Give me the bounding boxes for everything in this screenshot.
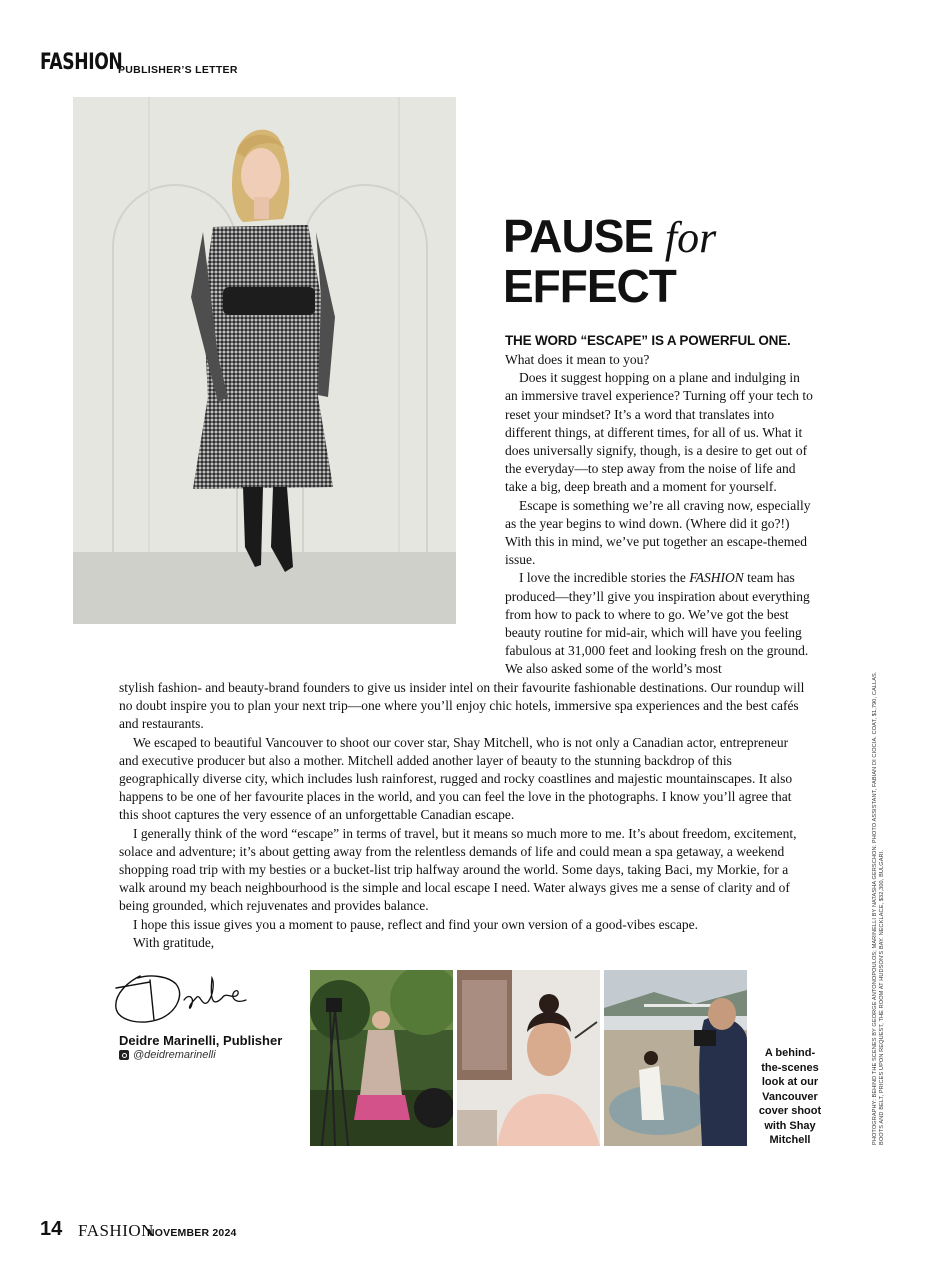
issue-date: NOVEMBER 2024 (147, 1227, 237, 1239)
body-paragraph: What does it mean to you? (505, 352, 650, 367)
page-number: 14 (40, 1218, 63, 1240)
body-paragraph: We escaped to beautiful Vancouver to shoot our cover star, Shay Mitchell, who is not only a Canadian actor, entrepreneur and executive producer but also a mother. Mitchell added another layer of beauty to the stunning backdrop of this geographically diverse city, which includes lush rainforest, rugged and rocky coastlines and majestic mountainscapes. It also happens to be one of her favourite places in the world, and you can feel the love in the photographs. I know you’ll agree that this shoot captures the very essence of an unforgettable Canadian escape. (119, 734, 793, 823)
photo-caption: A behind-the-scenes look at our Vancouver cover shoot with Shay Mitchell (758, 1047, 822, 1146)
body-paragraph: I generally think of the word “escape” in terms of travel, but it means so much more to me. It’s about freedom, excitement, solace and adventure; it’s about getting away from the relentless demands of life and could mean a spa getaway, a weekend shopping road trip with my besties or a bucket-list trip halfway around the world. Some days, taking Baci, my Morkie, for a walk around my beach neighbourhood is the simple and local escape I need. Water always gives me a sense of clarity and of being grounded, which rejuvenates and provides balance. (119, 825, 797, 914)
publisher-portrait-photo (73, 97, 456, 624)
bts-photo-shore (604, 970, 747, 1146)
handwritten-signature (110, 968, 270, 1030)
handle-text: @deidremarinelli (133, 1049, 216, 1061)
headline (503, 212, 716, 311)
instagram-icon (119, 1050, 129, 1060)
footer-brand: FASHION (78, 1221, 154, 1240)
magazine-name: FASHION (689, 570, 744, 586)
body-paragraph: Escape is something we’re all craving now, especially as the year begins to wind down. (Where did it go?!) With this in mind, we’ve put together an escape-themed issue. (505, 497, 811, 568)
headline-line1: PAUSE (503, 210, 654, 262)
letter-body-wide (119, 679, 809, 952)
bts-photo-makeup (457, 970, 600, 1146)
closing: With gratitude, (133, 934, 215, 950)
body-paragraph (505, 569, 813, 678)
instagram-handle[interactable] (119, 1049, 216, 1061)
lead-in: THE WORD “ESCAPE” IS A POWERFUL ONE. (505, 333, 791, 348)
publisher-name: Deidre Marinelli, Publisher (119, 1033, 283, 1048)
bts-photo-forest (310, 970, 453, 1146)
section-label: FASHION (40, 50, 123, 75)
photo-credits: PHOTOGRAPHY: BEHIND THE SCENES BY GEORGE ANTONOPOULOS; MARINELLI BY NATASHA GERSCHON. PHOTO ASSISTANT, FABIAN DI CIOCIA. COAT, $1,790, CALLAS. BOOTS AND BELT, PRICES UPON REQUEST, THE ROOM AT HUDSON’S BAY. NECKLACE, $32,300, BULGARI. (872, 671, 885, 1145)
headline-line2: EFFECT (503, 260, 676, 312)
body-text: I love the incredible stories the (519, 570, 690, 586)
body-paragraph: I hope this issue gives you a moment to pause, reflect and find your own version of a good-vibes escape. (133, 916, 698, 932)
body-text: team has produced—they’ll give you inspiration about everything from how to pack to where to go. We’ve got the best beauty routine for mid-air, which will have you feeling fabulous at 31,000 feet and looking fresh on the ground. We also asked some of the world’s most (505, 570, 810, 677)
letter-body-column (505, 351, 813, 679)
body-paragraph: Does it suggest hopping on a plane and indulging in an immersive travel experience? Turning off your tech to reset your mindset? It’s a word that translates into different things, at different times, for all of us. What it does universally signify, though, is a desire to get out of the everyday—to step away from the noise of life and take a big, deep breath and a moment for yourself. (505, 370, 813, 495)
headline-italic: for (664, 213, 717, 262)
portrait-illustration (73, 97, 456, 624)
section-sublabel: PUBLISHER’S LETTER (118, 64, 238, 76)
body-paragraph: stylish fashion- and beauty-brand founders to give us insider intel on their favourite fashionable destinations. Our roundup will no doubt inspire you to plan your next trip—one where you’ll enjoy chic hotels, immersive spa experiences and the best cafés and restaurants. (119, 680, 805, 732)
